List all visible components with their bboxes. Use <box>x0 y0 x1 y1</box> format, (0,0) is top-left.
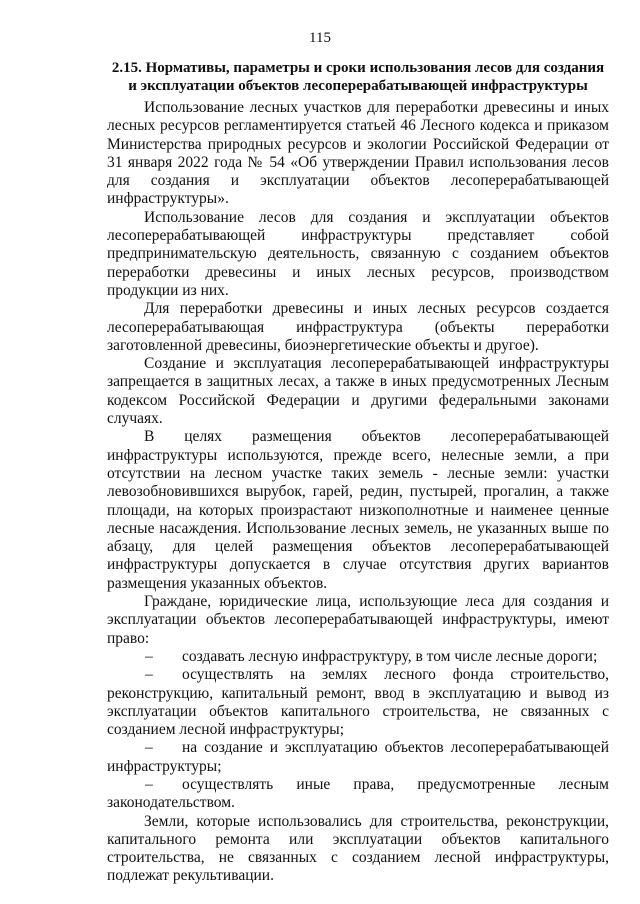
paragraph-prohibition: Создание и эксплуатация лесоперерабатывающей инфраструктуры запрещается в защитных лесах, а также в иных предусмотренных Лесным кодексом Российской Федерации и другими федеральными законами случаях. <box>107 355 609 428</box>
list-item-text: создавать лесную инфраструктуру, в том числе лесные дороги; <box>182 647 598 665</box>
page-number: 115 <box>309 30 331 46</box>
section-heading <box>107 59 609 95</box>
list-item-text: на создание и эксплуатацию объектов лесоперерабатывающей инфраструктуры; <box>107 739 609 775</box>
section-heading-line-1: 2.15. Нормативы, параметры и сроки использования лесов для создания <box>111 60 605 76</box>
rights-list <box>107 648 609 813</box>
section-heading-line-2: и эксплуатации объектов лесоперерабатывающей инфраструктуры <box>128 78 588 94</box>
list-item <box>107 739 609 776</box>
list-item-text: осуществлять на землях лесного фонда строительство, реконструкцию, капитальный ремонт, ввод в эксплуатацию и вывод из эксплуатации объектов капитального строительства, не связанных с созданием лесной инфраструктуры; <box>107 666 609 739</box>
dash-marker: – <box>145 647 153 665</box>
paragraph-rights-intro: Граждане, юридические лица, использующие леса для создания и эксплуатации объектов лесоперерабатывающей инфраструктуры, имеют право: <box>107 593 609 647</box>
paragraph-reclamation: Земли, которые использовались для строительства, реконструкции, капитального ремонта или эксплуатации объектов капитального строительства, не связанных с созданием лесной инфраструктуры, подлежат рекультивации. <box>107 812 609 885</box>
paragraph-definition: Использование лесов для создания и эксплуатации объектов лесоперерабатывающей инфраструктуры представляет собой предпринимательскую деятельность, связанную с созданием объектов переработки древесины и иных лесных ресурсов, производством продукции из них. <box>107 208 609 299</box>
document-body <box>107 59 609 886</box>
list-item <box>107 648 609 666</box>
paragraph-infrastructure: Для переработки древесины и иных лесных ресурсов создается лесоперерабатывающая инфраструктура (объекты переработки заготовленной древесины, биоэнергетические объекты и другое). <box>107 300 609 354</box>
list-item <box>107 666 609 739</box>
list-item-text: осуществлять иные права, предусмотренные лесным законодательством. <box>107 775 609 812</box>
dash-marker: – <box>145 739 153 757</box>
list-item <box>107 776 609 813</box>
paragraph-land-use: В целях размещения объектов лесоперерабатывающей инфраструктуры используются, прежде всего, нелесные земли, а при отсутствии на лесном участке таких земель - лесные земли: участки левозобновившихся вырубок, гарей, редин, пустырей, прогалин, а также площади, на которых произрастают низкополнотные и наименее ценные лесные насаждения. Использование лесных земель, не указанных выше по абзацу, для целей размещения объектов лесоперерабатывающей инфраструктуры допускается в случае отсутствия других вариантов размещения указанных объектов. <box>107 428 609 592</box>
paragraph-legal-basis: Использование лесных участков для переработки древесины и иных лесных ресурсов регламентируется статьей 46 Лесного кодекса и приказом Министерства природных ресурсов и экологии Российской Федерации от 31 января 2022 года № 54 «Об утверждении Правил использования лесов для создания и эксплуатации объектов лесоперерабатывающей инфраструктуры». <box>107 99 609 208</box>
dash-marker: – <box>145 666 153 684</box>
dash-marker: – <box>145 775 153 793</box>
